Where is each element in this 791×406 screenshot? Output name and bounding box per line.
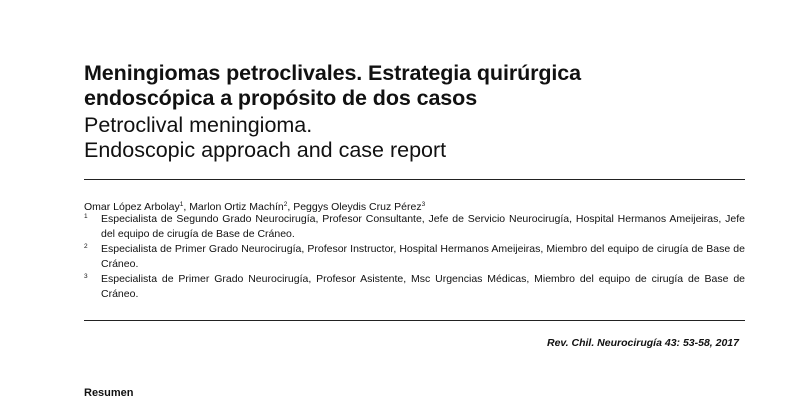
title-spanish-line-2: endoscópica a propósito de dos casos — [84, 86, 478, 110]
title-english — [84, 113, 764, 163]
title-spanish-line-1: Meningiomas petroclivales. Estrategia quirúrgica — [84, 61, 582, 85]
author-name: Marlon Ortiz Machín — [189, 201, 284, 213]
affiliation-text: Especialista de Primer Grado Neurocirugía, Profesor Instructor, Hospital Hermanos Ameijeiras, Miembro del equipo de cirugía de Base de Cráneo. — [101, 243, 745, 270]
affiliation-text: Especialista de Primer Grado Neurocirugía, Profesor Asistente, Msc Urgencias Médicas, Miembro del equipo de cirugía de Base de Cráneo. — [101, 273, 745, 300]
affiliation-number: 2 — [84, 243, 88, 250]
title-spanish — [84, 61, 764, 111]
author-affiliation-mark: 3 — [421, 201, 426, 208]
affiliation-number: 3 — [84, 273, 88, 280]
author-separator: , — [287, 201, 294, 213]
affiliation-item — [84, 272, 745, 301]
author-name: Omar López Arbolay — [84, 201, 180, 213]
section-heading-resumen: Resumen — [84, 387, 134, 399]
author-separator: , — [183, 201, 190, 213]
affiliation-item — [84, 242, 745, 271]
affiliation-item — [84, 212, 745, 241]
header-divider-top — [84, 179, 745, 180]
title-english-line-1: Petroclival meningioma. — [84, 113, 313, 137]
affiliation-number: 1 — [84, 213, 88, 220]
journal-citation: Rev. Chil. Neurocirugía 43: 53-58, 2017 — [546, 337, 739, 349]
author-name: Peggys Oleydis Cruz Pérez — [293, 201, 422, 213]
affiliation-text: Especialista de Segundo Grado Neurocirugía, Profesor Consultante, Jefe de Servicio Neurocirugía, Hospital Hermanos Ameijeiras, Jefe del equipo de cirugía de Base de Cráneo. — [101, 213, 745, 240]
author-affiliation-mark: 2 — [283, 201, 288, 208]
author-affiliation-mark: 1 — [179, 201, 184, 208]
header-divider-bottom — [84, 320, 745, 321]
title-english-line-2: Endoscopic approach and case report — [84, 138, 447, 162]
